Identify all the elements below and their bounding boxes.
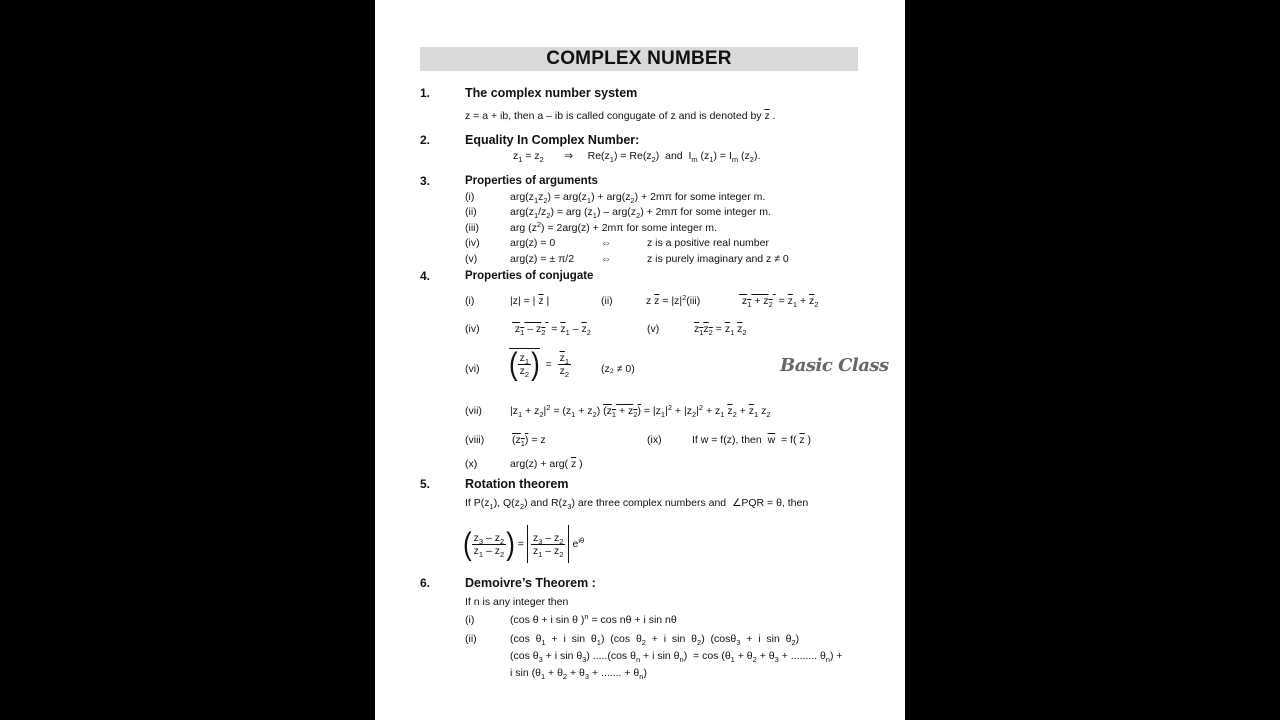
condition-text: (z₂ ≠ 0): [601, 363, 635, 375]
arg-label: (v): [465, 253, 478, 265]
rotation-text: If $P(z_1)$, $Q(z_2)$ and $R(z_3)$ are three complex numbers and ∠PQR = θ, then: [465, 497, 809, 511]
section-2-title: Equality In Complex Number:: [465, 133, 640, 147]
section-3-number: 3.: [420, 174, 431, 188]
conj-property: |z| = | $\overline{z}$ |: [510, 295, 550, 307]
conj-property: If w = f(z), then $\overline{w} = f$( $\overline{z}$ ): [692, 434, 812, 446]
section-3-title: Properties of arguments: [465, 175, 598, 187]
arg-label: (i): [465, 191, 475, 203]
arg-label: (iii): [465, 222, 479, 234]
conj-property: $|z_1 + z_2|^2 = (z_1 + z_2) (z_1 + z_2) = |z_1|^2 + |z_2|^2 + z_1$ $\overline{z}_2 + \overline{z}_1$ $z_2$: [510, 403, 771, 419]
equality-formula: $z_1 = z_2$ ⇒ $Re(z_1) = Re(z_2)$ and $I_m$ $(z_1) = I_m$ $(z_2)$.: [513, 150, 761, 164]
demoivre-formula: i $\sin (\theta_1 + \theta_2 + \theta_3$ + ....... + $\theta_n$): [510, 667, 647, 681]
arg-property: $arg(z_1z_2) = arg(z_1) + arg(z_2) + 2m\pi$ for some integer m.: [510, 191, 766, 205]
demoivre-formula: (cos $\theta_1 + i$ $\sin \theta_1$) (cos $\theta_2 + i$ $\sin \theta_2$) (cosθ$_3$ + i $\sin \theta_2$): [510, 633, 800, 647]
section-5-title: Rotation theorem: [465, 477, 569, 491]
demoivre-formula: (cos $\theta_3 + i$ $\sin \theta_3$) .....(cos $\theta_n + i$ $\sin \theta_n) = \cos (\theta_1 + \theta_2 + \theta_3$ + ......... $\theta_n$) +: [510, 650, 843, 664]
conj-property: z $\overline{z} = |z|^2(iii)$: [646, 293, 701, 307]
iff-icon: ⇔: [601, 237, 612, 249]
arg-property: arg(z) = ± π/2: [510, 253, 575, 265]
demoivre-intro: If n is any integer then: [465, 596, 569, 608]
conj-label: (viii): [465, 434, 485, 446]
conj-label: (iv): [465, 323, 480, 335]
section-1-number: 1.: [420, 86, 431, 100]
conj-property: $(z_1) = z$: [512, 434, 546, 448]
conj-property: ( $\frac{z_1}{z_2}$ ) = $\frac{\overline{z}_1}{\overline{z}_2}$: [509, 345, 569, 382]
iff-icon: ⇔: [601, 253, 612, 265]
section-2-number: 2.: [420, 133, 431, 147]
section-4-number: 4.: [420, 269, 431, 283]
section-1-title: The complex number system: [465, 86, 638, 100]
section-5-number: 5.: [420, 477, 431, 491]
page-title: COMPLEX NUMBER: [420, 47, 858, 71]
conj-label: (ix): [647, 434, 662, 446]
arg-result: z is a positive real number: [647, 237, 769, 249]
demoivre-formula: (cos θ + i sin θ )$^n$ = cos nθ + i sin nθ: [510, 612, 677, 626]
arg-result: z is purely imaginary and z ≠ 0: [647, 253, 789, 265]
watermark-logo: Basic Class: [780, 355, 889, 376]
document-page: [375, 0, 905, 720]
conj-label: (i): [465, 295, 475, 307]
arg-property: arg $(z^2) = 2arg(z) + 2m\pi$ for some integer m.: [510, 220, 717, 234]
conj-property: arg(z) + arg( $\overline{z}$ ): [510, 458, 583, 470]
demoivre-label: (i): [465, 614, 475, 626]
conj-label: (v): [647, 323, 660, 335]
conj-label: (x): [465, 458, 478, 470]
rotation-formula: ( $\frac{z_3 - z_2}{z_1 - z_2}$ ) = $\frac{z_3 - z_2}{z_1 - z_2}$ $e^{i\theta}$: [463, 525, 585, 562]
conj-label: (ii): [601, 295, 613, 307]
section-6-number: 6.: [420, 576, 431, 590]
conj-property: $z_1 + z_2 = \overline{z}_1 + \overline{z}_2$: [739, 295, 819, 309]
conj-property: $z_1 - z_2 = \overline{z}_1 - \overline{z}_2$: [512, 323, 591, 337]
conj-label: (vi): [465, 363, 480, 375]
section-6-title: Demoivre’s Theorem :: [465, 576, 596, 590]
section-4-title: Properties of conjugate: [465, 270, 594, 282]
arg-label: (ii): [465, 206, 477, 218]
arg-property: arg(z) = 0: [510, 237, 556, 249]
conj-label: (vii): [465, 405, 482, 417]
demoivre-label: (ii): [465, 633, 477, 645]
arg-label: (iv): [465, 237, 480, 249]
conj-property: $z_1z_2 = \overline{z}_1$ $\overline{z}_2$: [694, 323, 747, 337]
arg-property: $arg(z_1/z_2)$ = arg $(z_1) - arg(z_2) + 2m\pi$ for some integer m.: [510, 206, 771, 220]
section-1-text: z = a + ib, then a – ib is called congugate of z and is denoted by $\overline{z}$ .: [465, 110, 776, 122]
